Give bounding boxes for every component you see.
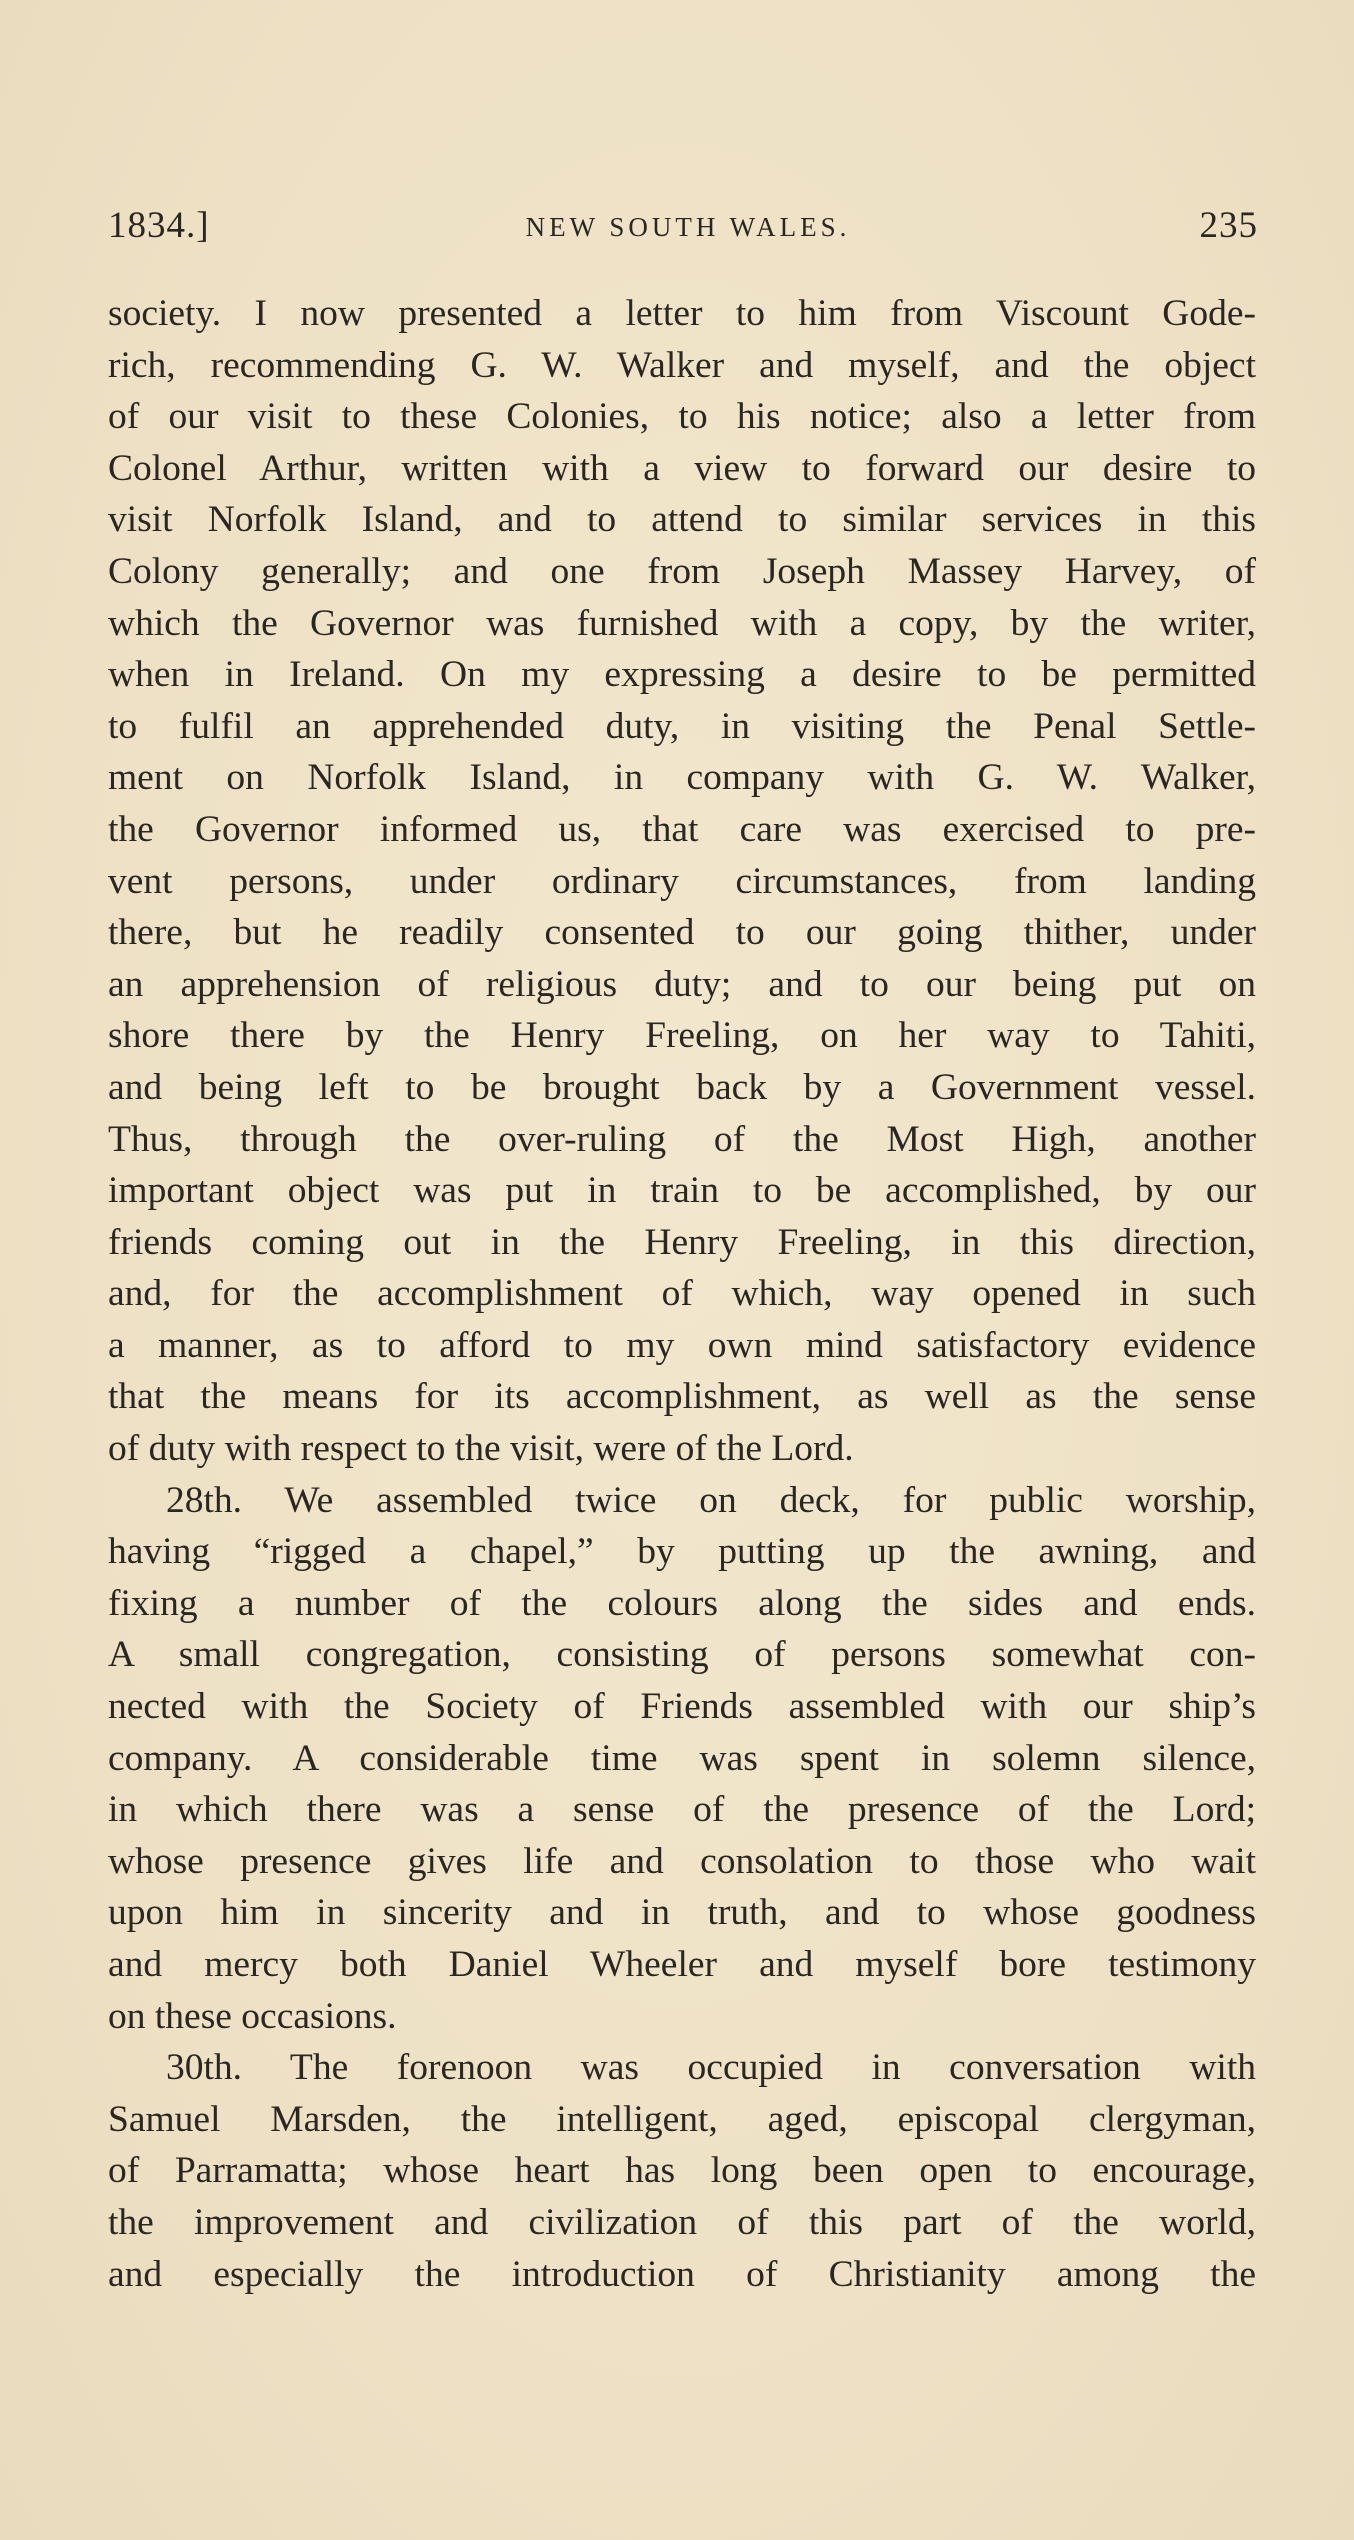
text-line: there, but he readily consented to our going thither, under xyxy=(108,912,1256,954)
text-line: visit Norfolk Island, and to attend to similar services in this xyxy=(108,499,1256,541)
text-line: ment on Norfolk Island, in company with G. W. Walker, xyxy=(108,757,1256,799)
text-line: of duty with respect to the visit, were of the Lord. xyxy=(108,1428,854,1470)
text-line: rich, recommending G. W. Walker and myself, and the object xyxy=(108,344,1256,386)
text-line: society. I now presented a letter to him from Viscount Gode- xyxy=(108,293,1256,334)
text-line: of Parramatta; whose heart has long been open to encourage, xyxy=(108,2150,1256,2192)
text-line: Colonel Arthur, written with a view to forward our desire to xyxy=(108,447,1256,489)
text-line: shore there by the Henry Freeling, on her way to Tahiti, xyxy=(108,1015,1256,1057)
text-line: having “rigged a chapel,” by putting up the awning, and xyxy=(108,1531,1256,1573)
text-line: an apprehension of religious duty; and to our being put on xyxy=(108,963,1256,1005)
text-line: the improvement and civilization of this part of the world, xyxy=(108,2201,1256,2243)
text-line: the Governor informed us, that care was exercised to pre- xyxy=(108,808,1256,850)
text-line: when in Ireland. On my expressing a desire to be permitted xyxy=(108,654,1256,696)
text-line: and being left to be brought back by a Government vessel. xyxy=(108,1066,1256,1108)
page-number: 235 xyxy=(1199,205,1258,246)
text-line: nected with the Society of Friends assembled with our ship’s xyxy=(108,1686,1256,1728)
text-line: and especially the introduction of Christianity among the xyxy=(108,2253,1256,2295)
text-line: fixing a number of the colours along the sides and ends. xyxy=(108,1582,1256,1624)
header-year: 1834.] xyxy=(108,205,210,246)
text-line: 28th. We assembled twice on deck, for public worship, xyxy=(166,1479,1256,1521)
text-line: Samuel Marsden, the intelligent, aged, episcopal clergyman, xyxy=(108,2098,1256,2140)
body-text xyxy=(108,288,1256,2300)
text-line: vent persons, under ordinary circumstances, from landing xyxy=(108,860,1256,902)
text-line: on these occasions. xyxy=(108,1995,397,2037)
text-line: friends coming out in the Henry Freeling, in this direction, xyxy=(108,1221,1256,1263)
text-line: a manner, as to afford to my own mind satisfactory evidence xyxy=(108,1324,1256,1366)
text-line: company. A considerable time was spent in solemn silence, xyxy=(108,1737,1256,1779)
text-line: and, for the accomplishment of which, way opened in such xyxy=(108,1273,1256,1315)
running-title: NEW SOUTH WALES. xyxy=(525,212,851,242)
page-header xyxy=(108,204,1258,254)
text-line: important object was put in train to be accomplished, by our xyxy=(108,1170,1256,1212)
text-line: and mercy both Daniel Wheeler and myself bore testimony xyxy=(108,1944,1256,1985)
text-line: upon him in sincerity and in truth, and to whose goodness xyxy=(108,1892,1256,1934)
text-line: to fulfil an apprehended duty, in visiting the Penal Settle- xyxy=(108,705,1256,747)
text-line: whose presence gives life and consolation to those who wait xyxy=(108,1840,1256,1882)
text-line: Colony generally; and one from Joseph Massey Harvey, of xyxy=(108,550,1256,592)
text-line: in which there was a sense of the presence of the Lord; xyxy=(108,1789,1256,1831)
text-line: of our visit to these Colonies, to his notice; also a letter from xyxy=(108,396,1256,438)
text-line: 30th. The forenoon was occupied in conversation with xyxy=(166,2047,1256,2089)
text-line: Thus, through the over-ruling of the Most High, another xyxy=(108,1118,1256,1160)
text-line: A small congregation, consisting of persons somewhat con- xyxy=(108,1634,1256,1676)
text-line: that the means for its accomplishment, as well as the sense xyxy=(108,1376,1256,1418)
text-line: which the Governor was furnished with a copy, by the writer, xyxy=(108,602,1256,644)
